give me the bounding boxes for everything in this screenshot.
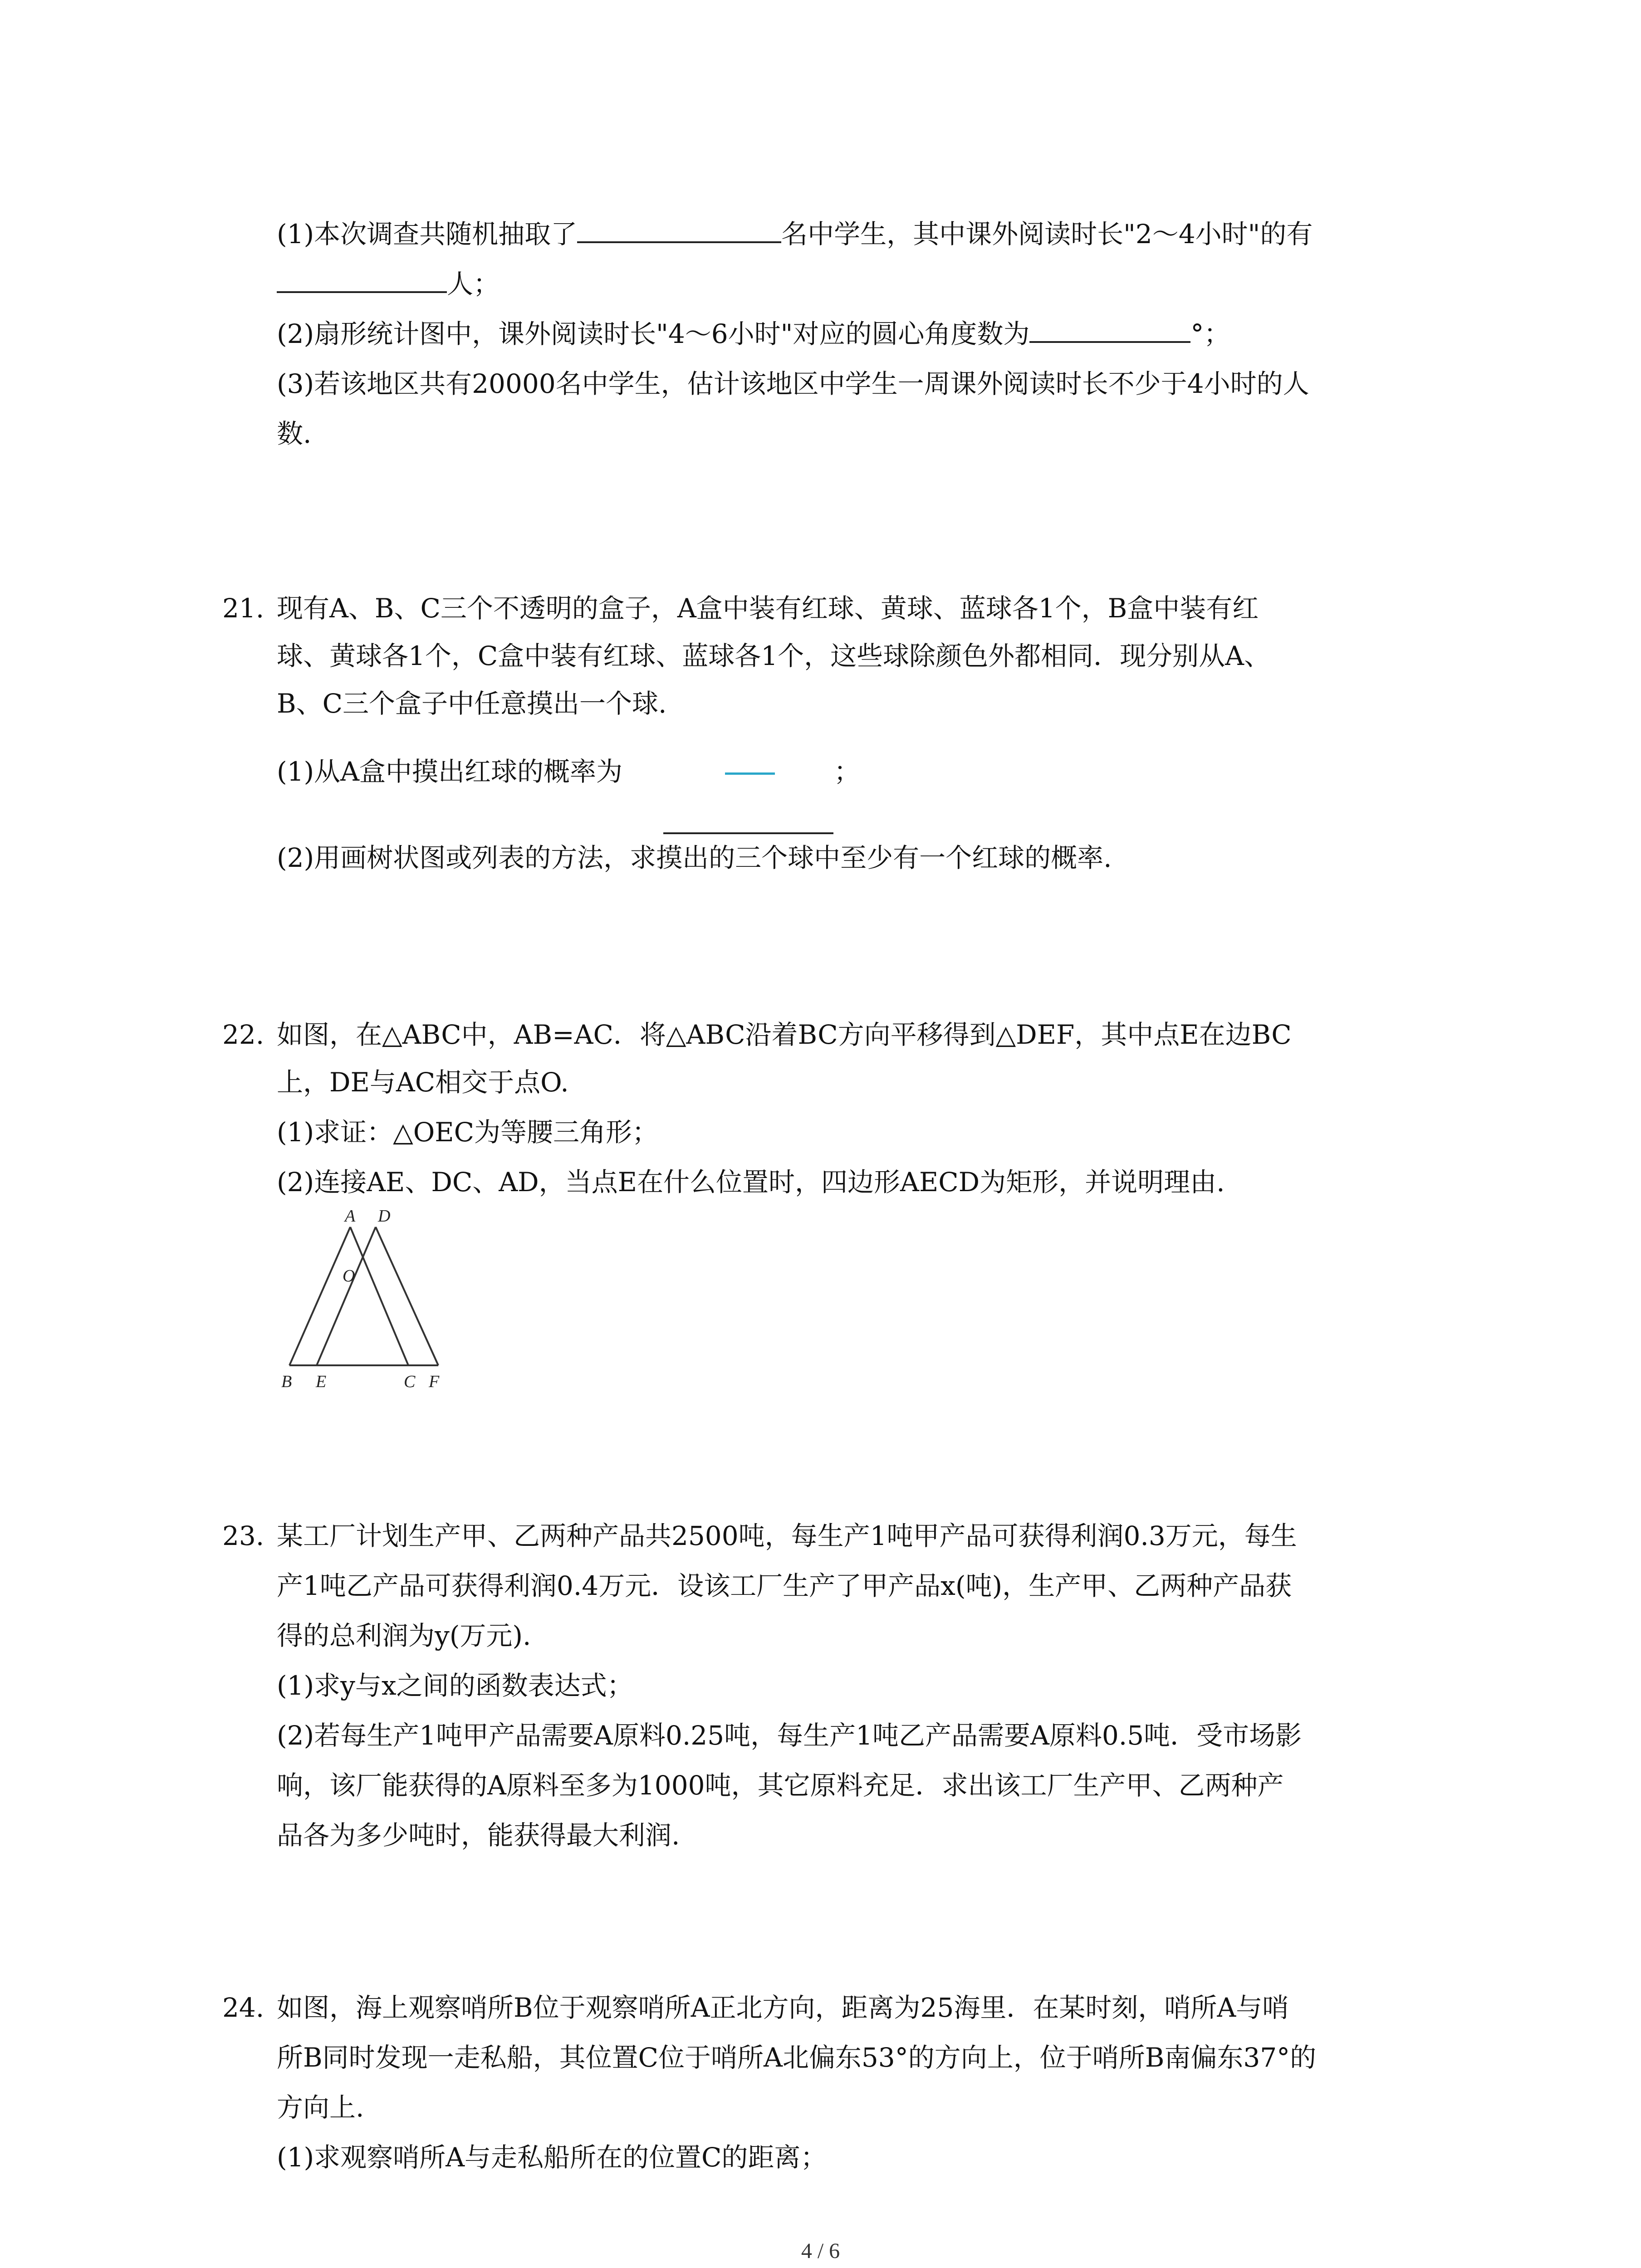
q20-part3: (3)若该地区共有20000名中学生，估计该地区中学生一周课外阅读时长不少于4小时的人	[277, 368, 1309, 399]
q20-blank-2-4-hours[interactable]	[277, 287, 447, 293]
q23-part2-line1: (2)若每生产1吨甲产品需要A原料0.25吨，每生产1吨乙产品需要A原料0.5吨．受市场影	[277, 1720, 1302, 1751]
q20-part1	[277, 218, 1313, 250]
q21-number: 21.	[222, 593, 265, 624]
q20-part1-text-c: 人；	[447, 269, 500, 299]
q22-number: 22.	[222, 1019, 265, 1050]
q22-translated-triangles-figure	[272, 1202, 463, 1402]
q23-stem-line3: 得的总利润为y(万元).	[277, 1620, 531, 1651]
q20-part2-text-a: (2)扇形统计图中，课外阅读时长"4～6小时"对应的圆心角度数为	[277, 318, 1030, 349]
point-label-D: D	[378, 1207, 391, 1226]
edge-AB	[289, 1227, 350, 1365]
point-label-E: E	[316, 1372, 327, 1391]
q21-stem-line1: 现有A、B、C三个不透明的盒子，A盒中装有红球、黄球、蓝球各1个，B盒中装有红	[277, 593, 1259, 624]
point-label-O: O	[343, 1266, 355, 1286]
q22-stem-line2: 上，DE与AC相交于点O.	[277, 1067, 569, 1098]
q20-part2	[277, 318, 1230, 350]
point-label-F: F	[429, 1372, 440, 1391]
q21-stem-line3: B、C三个盒子中任意摸出一个球.	[277, 688, 667, 719]
q22-part2: (2)连接AE、DC、AD，当点E在什么位置时，四边形AECD为矩形，并说明理由.	[277, 1167, 1225, 1198]
q21-answer-blank[interactable]	[663, 832, 833, 834]
q24-stem-line1: 如图，海上观察哨所B位于观察哨所A正北方向，距离为25海里．在某时刻，哨所A与哨	[277, 1992, 1289, 2023]
point-label-A: A	[345, 1207, 356, 1226]
edge-DF	[376, 1227, 438, 1365]
q23-stem-line1: 某工厂计划生产甲、乙两种产品共2500吨，每生产1吨甲产品可获得利润0.3万元，每生	[277, 1520, 1297, 1551]
q21-part1-end: ；	[834, 756, 861, 787]
q20-blank-total-students[interactable]	[577, 237, 781, 243]
q23-stem-line2: 产1吨乙产品可获得利润0.4万元．设该工厂生产了甲产品x(吨)，生产甲、乙两种产品获	[277, 1570, 1292, 1601]
page-number: 4 / 6	[801, 2239, 840, 2263]
q24-number: 24.	[222, 1992, 265, 2023]
q20-blank-central-angle[interactable]	[1029, 337, 1190, 343]
q21-part1	[277, 755, 622, 788]
q24-stem-line2: 所B同时发现一走私船，其位置C位于哨所A北偏东53°的方向上，位于哨所B南偏东37°的	[277, 2042, 1317, 2073]
q22-part1: (1)求证：△OEC为等腰三角形；	[277, 1117, 659, 1148]
q22-stem-line1: 如图，在△ABC中，AB=AC．将△ABC沿着BC方向平移得到△DEF，其中点E在边BC	[277, 1019, 1292, 1050]
edge-AC	[350, 1227, 408, 1365]
q20-part3-cont: 数.	[277, 418, 312, 449]
q21-part1-text: (1)从A盒中摸出红球的概率为	[277, 756, 623, 787]
q20-part2-text-b: °；	[1190, 318, 1230, 349]
q23-part2-line3: 品各为多少吨时，能获得最大利润.	[277, 1820, 680, 1851]
q23-part1: (1)求y与x之间的函数表达式；	[277, 1670, 633, 1701]
q23-part2-line2: 响，该厂能获得的A原料至多为1000吨，其它原料充足．求出该工厂生产甲、乙两种产	[277, 1770, 1284, 1801]
q21-fraction-bar	[725, 772, 775, 775]
q24-stem-line3: 方向上.	[277, 2092, 364, 2123]
q23-number: 23.	[222, 1520, 265, 1551]
edge-DE	[317, 1227, 376, 1365]
q20-part1-text-b: 名中学生，其中课外阅读时长"2～4小时"的有	[781, 219, 1313, 249]
q21-stem-line2: 球、黄球各1个，C盒中装有红球、蓝球各1个，这些球除颜色外都相同．现分别从A、	[277, 640, 1271, 671]
q21-part2: (2)用画树状图或列表的方法，求摸出的三个球中至少有一个红球的概率.	[277, 842, 1112, 873]
q20-part1-text-a: (1)本次调查共随机抽取了	[277, 219, 578, 249]
point-label-C: C	[404, 1372, 416, 1391]
point-label-B: B	[281, 1372, 292, 1391]
q24-part1: (1)求观察哨所A与走私船所在的位置C的距离；	[277, 2142, 827, 2173]
q20-part1-cont	[277, 268, 500, 300]
